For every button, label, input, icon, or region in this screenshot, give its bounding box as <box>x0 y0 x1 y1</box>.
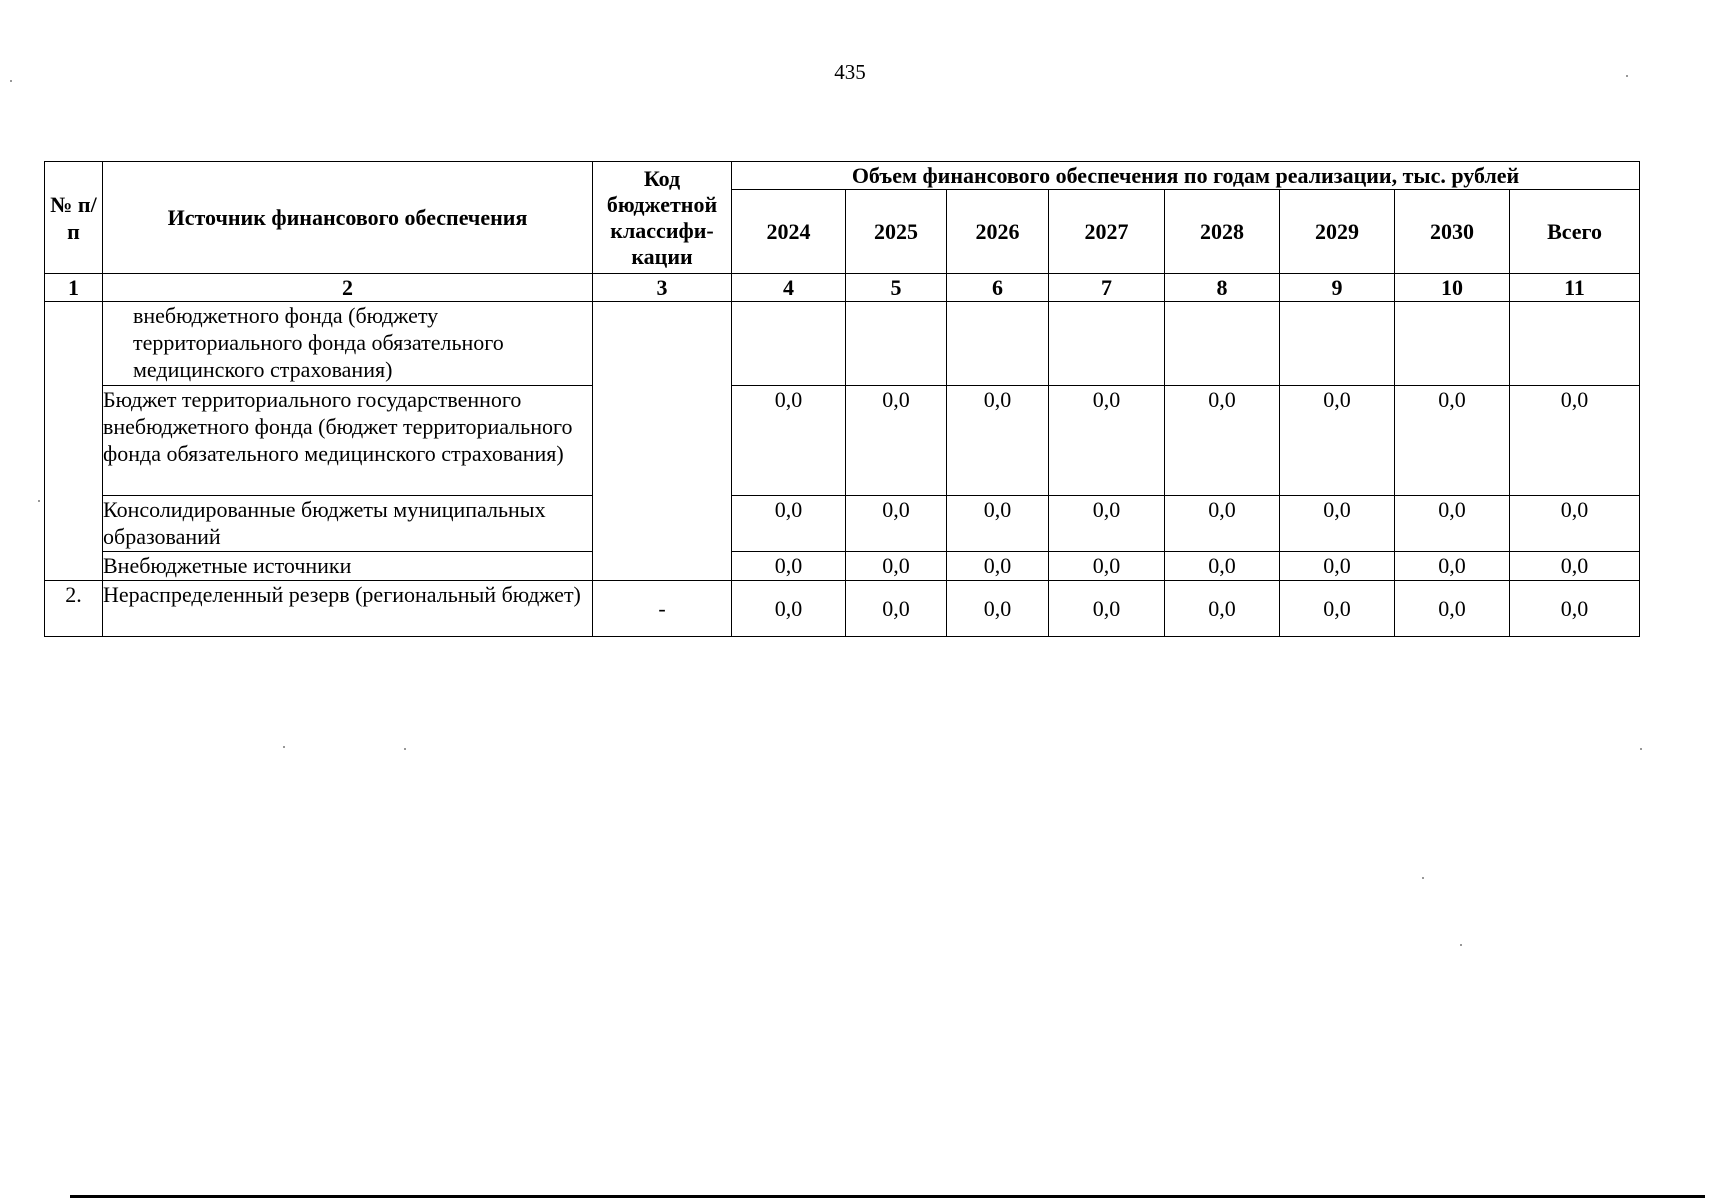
value-cell: 0,0 <box>947 581 1049 637</box>
code-cell: - <box>593 581 732 637</box>
value-cell: 0,0 <box>1280 552 1395 581</box>
header-total: Всего <box>1510 190 1640 274</box>
column-number: 11 <box>1510 274 1640 302</box>
table-row <box>45 552 1640 581</box>
header-year: 2025 <box>846 190 947 274</box>
column-number: 5 <box>846 274 947 302</box>
value-cell <box>947 302 1049 386</box>
table-row <box>45 302 1640 386</box>
header-year: 2030 <box>1395 190 1510 274</box>
value-cell: 0,0 <box>1280 496 1395 552</box>
financing-table <box>44 161 1640 637</box>
value-cell: 0,0 <box>1165 581 1280 637</box>
value-cell: 0,0 <box>1395 496 1510 552</box>
header-num: № п/п <box>45 162 103 274</box>
column-numbers-row <box>45 274 1640 302</box>
value-cell: 0,0 <box>732 496 846 552</box>
value-cell: 0,0 <box>732 581 846 637</box>
value-cell: 0,0 <box>947 552 1049 581</box>
source-cell: Внебюджетные источники <box>103 552 593 581</box>
value-cell: 0,0 <box>1280 581 1395 637</box>
header-volume: Объем финансового обеспечения по годам реализации, тыс. рублей <box>732 162 1640 190</box>
value-cell <box>846 302 947 386</box>
header-row <box>45 162 1640 190</box>
value-cell <box>1165 302 1280 386</box>
value-cell: 0,0 <box>1049 386 1165 496</box>
table-row <box>45 386 1640 496</box>
header-code: Код бюджетной классифи-кации <box>593 162 732 274</box>
header-year: 2028 <box>1165 190 1280 274</box>
value-cell <box>732 302 846 386</box>
value-cell: 0,0 <box>1049 496 1165 552</box>
scan-speck <box>1422 877 1424 879</box>
column-number: 1 <box>45 274 103 302</box>
column-number: 3 <box>593 274 732 302</box>
table-row <box>45 496 1640 552</box>
header-year: 2026 <box>947 190 1049 274</box>
column-number: 7 <box>1049 274 1165 302</box>
column-number: 4 <box>732 274 846 302</box>
table-row <box>45 581 1640 637</box>
source-cell: Бюджет территориального государственного внебюджетного фонда (бюджет территориального фонда обязательного медицинского страхования) <box>103 386 593 496</box>
value-cell: 0,0 <box>846 496 947 552</box>
column-number: 2 <box>103 274 593 302</box>
scan-speck <box>10 80 12 82</box>
value-cell: 0,0 <box>1510 581 1640 637</box>
page-number: 435 <box>834 60 866 84</box>
header-year: 2029 <box>1280 190 1395 274</box>
scan-speck <box>1460 944 1462 946</box>
column-number: 9 <box>1280 274 1395 302</box>
value-cell: 0,0 <box>1510 552 1640 581</box>
page-bottom-border <box>70 1195 1705 1198</box>
source-cell: Консолидированные бюджеты муниципальных образований <box>103 496 593 552</box>
header-source: Источник финансового обеспечения <box>103 162 593 274</box>
value-cell: 0,0 <box>947 496 1049 552</box>
value-cell: 0,0 <box>1280 386 1395 496</box>
row-number: 2. <box>45 581 103 637</box>
value-cell: 0,0 <box>1395 386 1510 496</box>
column-number: 6 <box>947 274 1049 302</box>
value-cell: 0,0 <box>732 552 846 581</box>
value-cell: 0,0 <box>1510 496 1640 552</box>
value-cell: 0,0 <box>1049 581 1165 637</box>
value-cell: 0,0 <box>1395 581 1510 637</box>
value-cell: 0,0 <box>1510 386 1640 496</box>
header-year: 2027 <box>1049 190 1165 274</box>
value-cell: 0,0 <box>846 552 947 581</box>
value-cell: 0,0 <box>846 581 947 637</box>
value-cell: 0,0 <box>1165 386 1280 496</box>
row-number <box>45 302 103 581</box>
value-cell: 0,0 <box>1165 552 1280 581</box>
value-cell: 0,0 <box>1395 552 1510 581</box>
value-cell: 0,0 <box>1049 552 1165 581</box>
code-cell <box>593 302 732 581</box>
source-cell: Нераспределенный резерв (региональный бюджет) <box>103 581 593 637</box>
scan-speck <box>1640 748 1642 750</box>
value-cell: 0,0 <box>846 386 947 496</box>
value-cell <box>1510 302 1640 386</box>
scan-speck <box>1626 75 1628 77</box>
header-year: 2024 <box>732 190 846 274</box>
column-number: 8 <box>1165 274 1280 302</box>
value-cell <box>1280 302 1395 386</box>
source-cell: внебюджетного фонда (бюджету территориального фонда обязательного медицинского страхования) <box>103 302 593 386</box>
scan-speck <box>283 746 285 748</box>
value-cell <box>1049 302 1165 386</box>
scan-speck <box>38 500 40 502</box>
value-cell: 0,0 <box>732 386 846 496</box>
value-cell: 0,0 <box>947 386 1049 496</box>
scan-speck <box>404 748 406 750</box>
value-cell: 0,0 <box>1165 496 1280 552</box>
column-number: 10 <box>1395 274 1510 302</box>
value-cell <box>1395 302 1510 386</box>
